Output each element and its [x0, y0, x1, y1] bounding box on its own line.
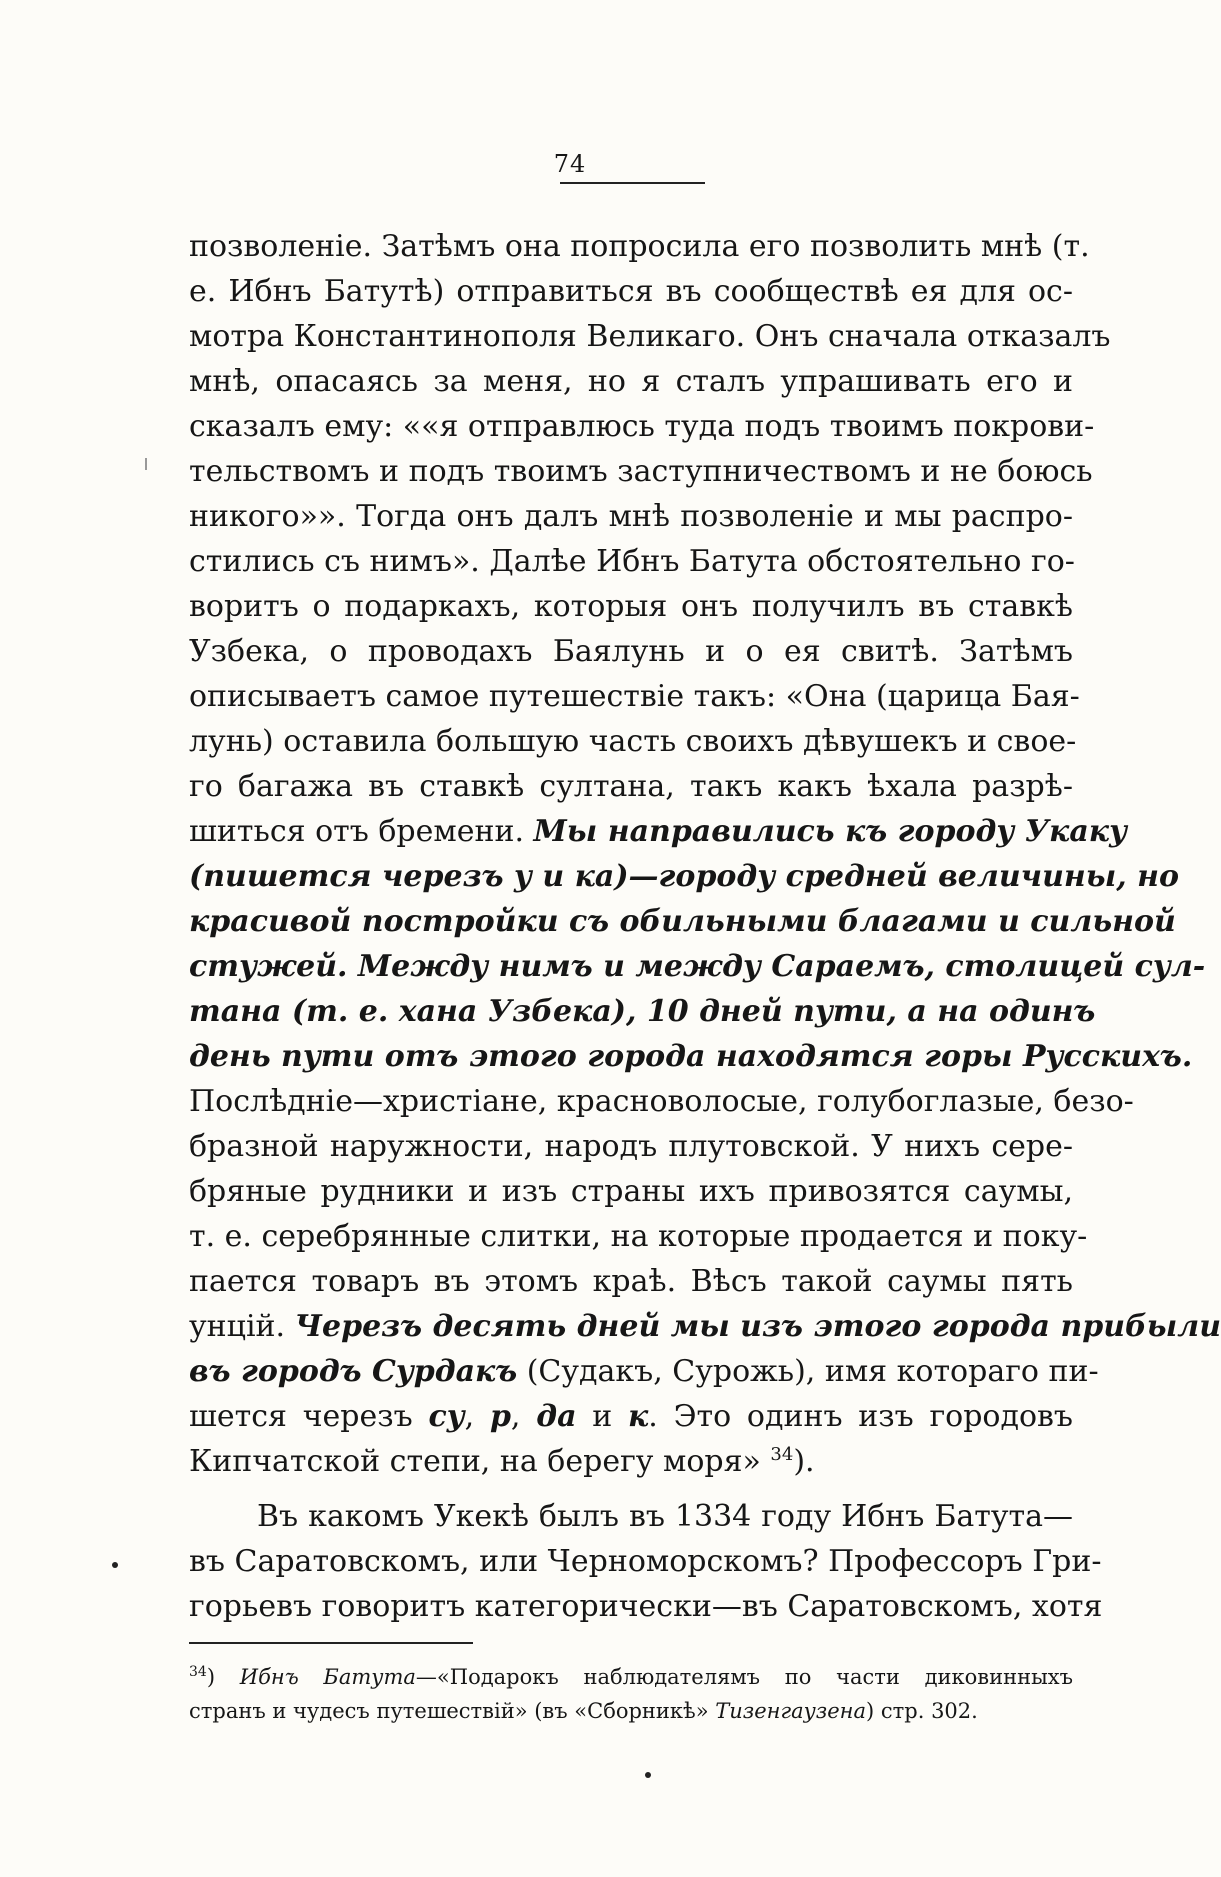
text-line: пается товаръ въ этомъ краѣ. Вѣсъ такой саумы пять	[189, 1264, 1073, 1299]
text-line: мнѣ, опасаясь за меня, но я сталъ упрашивать его и	[189, 364, 1073, 399]
bottom-dot	[645, 1772, 651, 1778]
text-line: воритъ о подаркахъ, которыя онъ получилъ въ ставкѣ	[189, 589, 1073, 624]
text-line-italic: (пишется черезъ у и ка)—городу средней величины, но	[189, 859, 1180, 894]
text-line-italic: день пути отъ этого города находятся горы Русскихъ.	[189, 1039, 1193, 1074]
text-line-italic: тана (т. е. хана Узбека), 10 дней пути, а на одинъ	[189, 994, 1096, 1029]
page-number-rule	[560, 182, 705, 184]
footnote-ref: 34	[770, 1444, 794, 1465]
text-line: въ городъ Сурдакъ (Судакъ, Сурожь), имя котораго пи-	[189, 1354, 1099, 1389]
text-line: стились съ нимъ». Далѣе Ибнъ Батута обстоятельно го-	[189, 544, 1075, 579]
footnote-line: $^{34}$) Ибнъ Батута—«Подарокъ наблюдателямъ по части диковинныхъ	[189, 1664, 1073, 1689]
text-line: сказалъ ему: ««я отправлюсь туда подъ твоимъ покрови-	[189, 409, 1095, 444]
italic-quote: въ городъ Сурдакъ	[189, 1354, 518, 1389]
text-line: лунь) оставила большую часть своихъ дѣвушекъ и свое-	[189, 724, 1077, 759]
text-line: шется черезъ су, р, да и к. Это одинъ изъ городовъ	[189, 1399, 1073, 1434]
footnote-mark: 34	[189, 1664, 207, 1680]
page-number: 74	[553, 150, 587, 178]
text-line: унцій. Черезъ десять дней мы изъ этого города прибыли	[189, 1309, 1221, 1344]
text-line-italic: красивой постройки съ обильными благами и сильной	[189, 904, 1176, 939]
text-line: бразной наружности, народъ плутовской. У нихъ сере-	[189, 1129, 1073, 1164]
text-line-italic: стужей. Между нимъ и между Сараемъ, столицей сул-	[189, 949, 1206, 984]
text-line: е. Ибнъ Батутѣ) отправиться въ сообществѣ ея для ос-	[189, 274, 1073, 309]
italic-quote: Мы направились къ городу Укаку	[533, 814, 1128, 849]
text-line: Въ какомъ Укекѣ былъ въ 1334 году Ибнъ Батута—	[257, 1499, 1073, 1534]
text-line: мотра Константинополя Великаго. Онъ сначала отказалъ	[189, 319, 1111, 354]
margin-tick	[145, 458, 147, 470]
text-line: го багажа въ ставкѣ султана, такъ какъ ѣхала разрѣ-	[189, 769, 1073, 804]
text-line: Кипчатской степи, на берегу моря» $^{34}$).	[189, 1444, 815, 1479]
text-line: описываетъ самое путешествіе такъ: «Она (царица Бая-	[189, 679, 1080, 714]
text-line: Послѣдніе—христіане, красноволосые, голубоглазые, безо-	[189, 1084, 1134, 1119]
text-line: никого»». Тогда онъ далъ мнѣ позволеніе и мы распро-	[189, 499, 1073, 534]
text-line: въ Саратовскомъ, или Черноморскомъ? Профессоръ Гри-	[189, 1544, 1102, 1579]
italic-quote: Черезъ десять дней мы изъ этого города прибыли	[294, 1309, 1221, 1344]
text-line: шиться отъ бремени. Мы направились къ городу Укаку	[189, 814, 1128, 849]
text-line: бряные рудники и изъ страны ихъ привозятся саумы,	[189, 1174, 1073, 1209]
footnote-line: странъ и чудесъ путешествій» (въ «Сборникѣ» Тизенгаузена) стр. 302.	[189, 1699, 978, 1723]
text-line: позволеніе. Затѣмъ она попросила его позволить мнѣ (т.	[189, 229, 1090, 264]
margin-dot	[112, 1562, 118, 1568]
text-line: Узбека, о проводахъ Баялунь и о ея свитѣ. Затѣмъ	[189, 634, 1073, 669]
footnote-rule	[189, 1642, 473, 1644]
text-line: т. е. серебрянные слитки, на которые продается и поку-	[189, 1219, 1088, 1254]
text-line: тельствомъ и подъ твоимъ заступничествомъ и не боюсь	[189, 454, 1093, 489]
text-line: горьевъ говоритъ категорически—въ Саратовскомъ, хотя	[189, 1589, 1103, 1624]
